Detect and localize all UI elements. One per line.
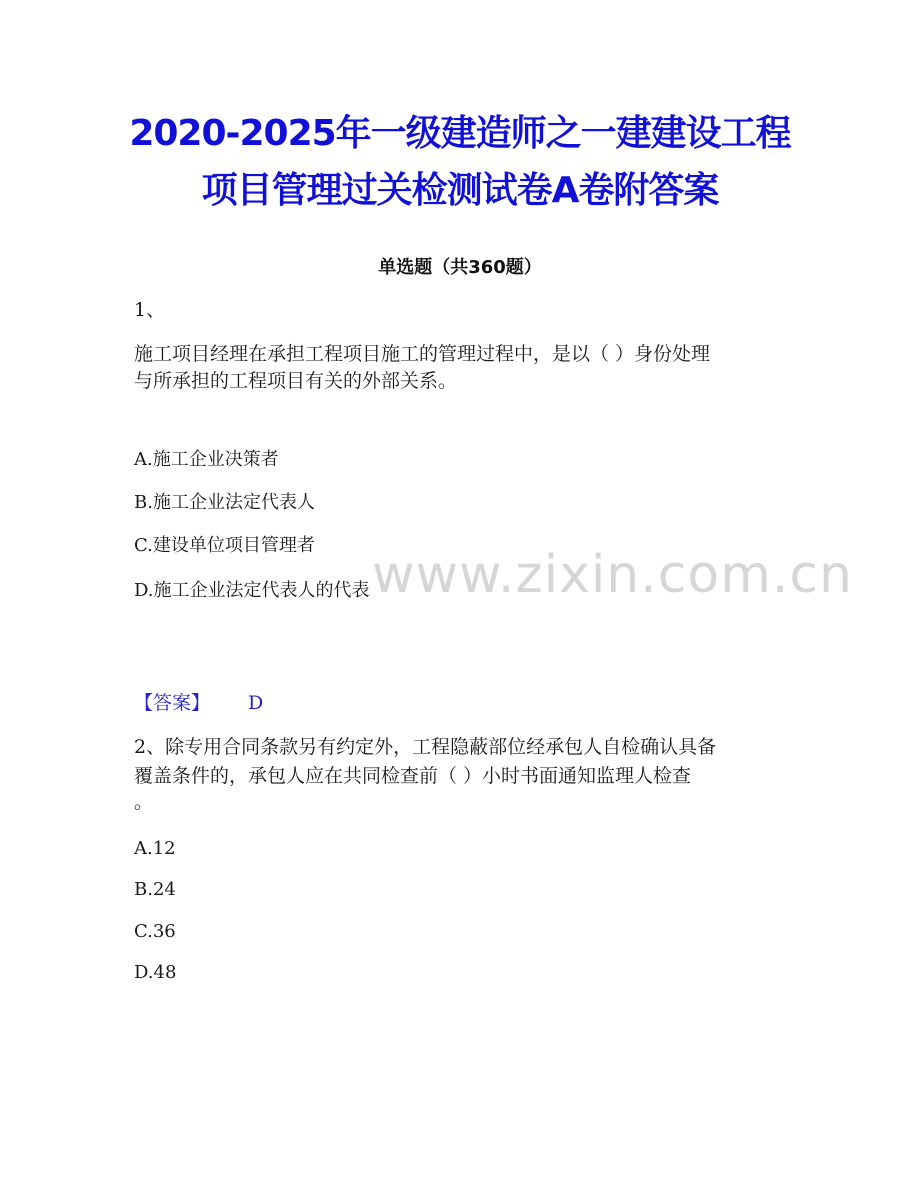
question-1-answer-label: 【答案】 bbox=[134, 692, 211, 714]
document-title-line-1: 2020-2025年一级建造师之一建建设工程 bbox=[129, 113, 791, 154]
question-1-option-c: C.建设单位项目管理者 bbox=[134, 535, 315, 556]
watermark-text: www.zixin.com.cn bbox=[372, 545, 853, 605]
question-2-stem-line-2: 覆盖条件的，承包人应在共同检查前（ ）小时书面通知监理人检查 bbox=[134, 765, 692, 787]
question-1-answer-value: D bbox=[248, 692, 264, 714]
question-1-stem-line-1: 施工项目经理在承担工程项目施工的管理过程中，是以（ ）身份处理 bbox=[134, 343, 711, 365]
question-2-stem-line-1: 2、除专用合同条款另有约定外，工程隐蔽部位经承包人自检确认具备 bbox=[134, 736, 717, 758]
section-heading: 单选题（共360题） bbox=[378, 257, 542, 278]
question-1-stem-line-2: 与所承担的工程项目有关的外部关系。 bbox=[134, 370, 458, 392]
question-2-stem-line-3: 。 bbox=[134, 791, 154, 813]
question-2-option-d: D.48 bbox=[134, 962, 177, 983]
question-2-option-a: A.12 bbox=[134, 838, 176, 859]
question-2-option-b: B.24 bbox=[134, 879, 176, 900]
question-1-option-b: B.施工企业法定代表人 bbox=[134, 492, 315, 513]
question-1-option-d: D.施工企业法定代表人的代表 bbox=[134, 580, 370, 601]
document-title-line-2: 项目管理过关检测试卷A卷附答案 bbox=[201, 170, 719, 211]
question-2-option-c: C.36 bbox=[134, 921, 176, 942]
question-1-number: 1、 bbox=[134, 299, 166, 321]
question-1-option-a: A.施工企业决策者 bbox=[134, 449, 279, 470]
